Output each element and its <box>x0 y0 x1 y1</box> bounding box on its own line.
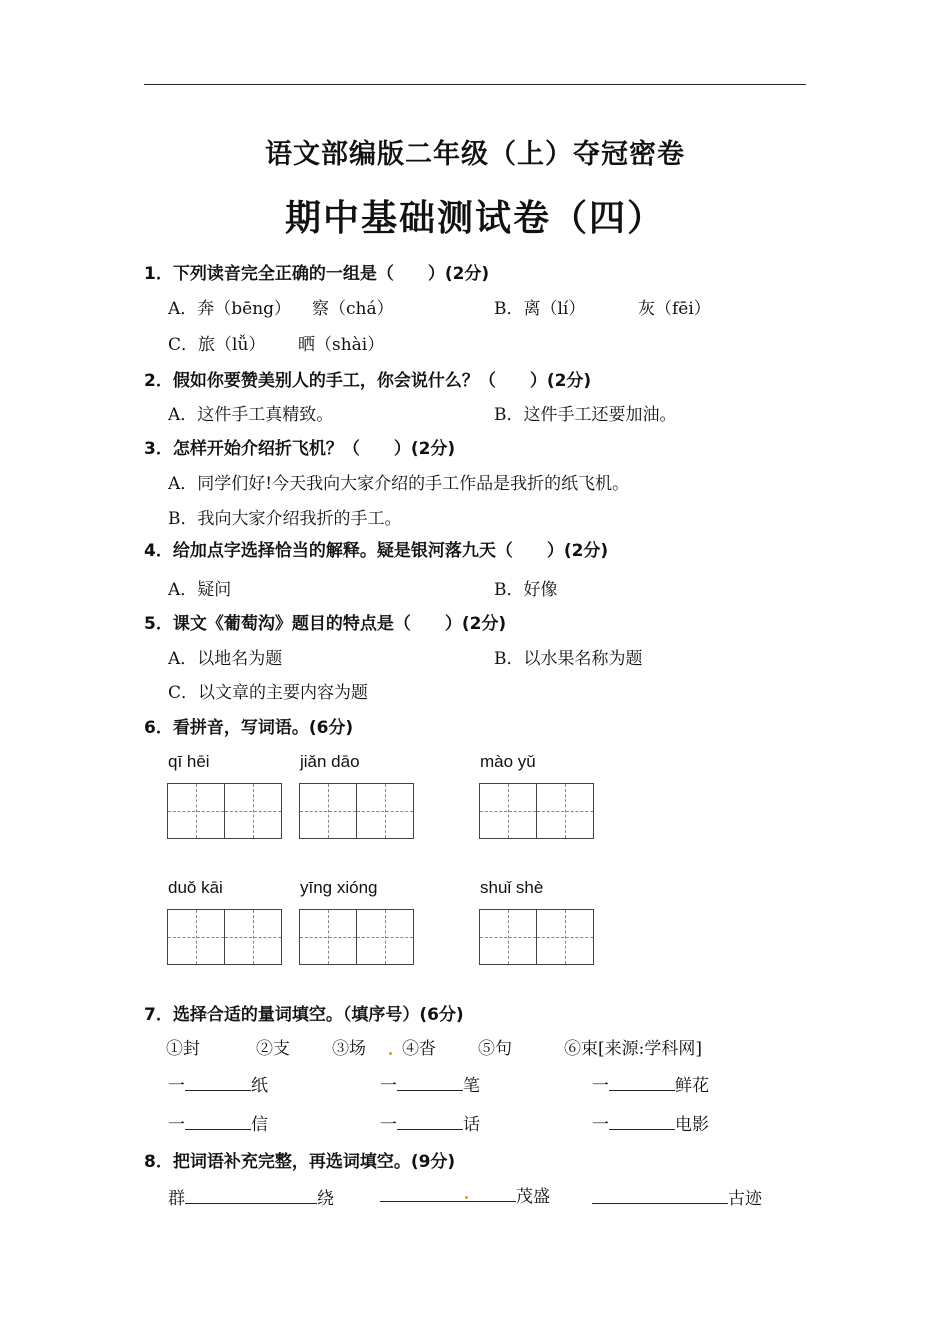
measure-word-choice: ⑤句 <box>478 1039 512 1059</box>
question-1: 1．下列读音完全正确的一组是（ ）(2分) <box>144 264 490 284</box>
q5-option-c: C．以文章的主要内容为题 <box>168 683 369 703</box>
exam-series-title: 语文部编版二年级（上）夺冠密卷 <box>265 139 685 170</box>
idiom-suffix: 茂盛 <box>516 1187 550 1207</box>
answer-blank[interactable] <box>609 1076 675 1091</box>
q4-option-b: B．好像 <box>494 580 558 600</box>
fill-noun: 笔 <box>463 1076 480 1096</box>
measure-word-choice: ③场 <box>332 1039 366 1059</box>
q2-option-a: A．这件手工真精致。 <box>168 405 334 425</box>
fill-noun: 电影 <box>675 1115 709 1135</box>
question-3: 3．怎样开始介绍折飞机？（ ）(2分) <box>144 439 456 459</box>
q1-option-b-2: 灰（fēi） <box>638 299 711 319</box>
q1-option-b-1: B．离（lí） <box>494 299 586 319</box>
fill-item <box>168 1110 268 1135</box>
q3-option-b: B．我向大家介绍我折的手工。 <box>168 509 402 529</box>
q3-option-a: A．同学们好!今天我向大家介绍的手工作品是我折的纸飞机。 <box>168 474 630 494</box>
answer-blank[interactable] <box>397 1076 463 1091</box>
top-rule <box>144 84 806 85</box>
pinyin-label: qī hēi <box>168 752 210 771</box>
question-4: 4．给加点字选择恰当的解释。疑是银河落九天（ ）(2分) <box>144 541 609 561</box>
writing-grid[interactable] <box>299 909 413 965</box>
fill-noun: 鲜花 <box>675 1076 709 1096</box>
question-5: 5．课文《葡萄沟》题目的特点是（ ）(2分) <box>144 614 507 634</box>
idiom-item <box>592 1184 762 1209</box>
fill-item <box>380 1110 480 1135</box>
writing-cell[interactable] <box>479 783 537 839</box>
writing-cell[interactable] <box>299 783 357 839</box>
fill-prefix: 一 <box>380 1076 397 1096</box>
pinyin-label: jiǎn dāo <box>300 752 360 771</box>
q1-option-a-2: 察（chá） <box>312 299 394 319</box>
question-2: 2．假如你要赞美别人的手工，你会说什么？（ ）(2分) <box>144 371 592 391</box>
fill-item <box>380 1071 480 1096</box>
question-6: 6．看拼音，写词语。(6分) <box>144 718 354 738</box>
q5-option-b: B．以水果名称为题 <box>494 649 643 669</box>
writing-grid[interactable] <box>167 909 281 965</box>
writing-cell[interactable] <box>167 909 225 965</box>
answer-blank[interactable] <box>609 1115 675 1130</box>
question-8: 8．把词语补充完整，再选词填空。(9分) <box>144 1152 456 1172</box>
writing-grid[interactable] <box>167 783 281 839</box>
writing-cell[interactable] <box>536 909 594 965</box>
writing-cell[interactable] <box>356 909 414 965</box>
q2-option-b: B．这件手工还要加油。 <box>494 405 677 425</box>
pinyin-label: mào yǔ <box>480 752 536 771</box>
answer-blank[interactable] <box>380 1187 516 1202</box>
writing-cell[interactable] <box>224 909 282 965</box>
writing-cell[interactable] <box>224 783 282 839</box>
idiom-item <box>168 1184 334 1209</box>
fill-item <box>592 1110 709 1135</box>
fill-prefix: 一 <box>168 1076 185 1096</box>
q1-option-c-2: 晒（shài） <box>298 335 385 355</box>
fill-item <box>592 1071 709 1096</box>
measure-word-choice: ⑥束[来源:学科网] <box>564 1039 702 1059</box>
exam-title: 期中基础测试卷（四） <box>284 198 665 239</box>
writing-cell[interactable] <box>479 909 537 965</box>
fill-prefix: 一 <box>592 1115 609 1135</box>
fill-item <box>168 1071 268 1096</box>
mark-dot <box>389 1052 392 1055</box>
idiom-suffix: 绕 <box>317 1189 334 1209</box>
writing-grid[interactable] <box>479 783 593 839</box>
writing-cell[interactable] <box>356 783 414 839</box>
mark-dot <box>465 1196 468 1199</box>
fill-prefix: 一 <box>168 1115 185 1135</box>
writing-grid[interactable] <box>299 783 413 839</box>
writing-cell[interactable] <box>299 909 357 965</box>
measure-word-choice: ④沓 <box>402 1039 436 1059</box>
idiom-prefix: 群 <box>168 1189 185 1209</box>
fill-prefix: 一 <box>380 1115 397 1135</box>
answer-blank[interactable] <box>185 1189 317 1204</box>
fill-noun: 话 <box>463 1115 480 1135</box>
idiom-item <box>380 1182 550 1207</box>
question-7: 7．选择合适的量词填空。（填序号）(6分) <box>144 1005 464 1025</box>
answer-blank[interactable] <box>397 1115 463 1130</box>
q1-option-a-1: A．奔（bēng） <box>168 299 292 319</box>
fill-prefix: 一 <box>592 1076 609 1096</box>
pinyin-label: shuǐ shè <box>480 878 544 897</box>
pinyin-label: duǒ kāi <box>168 878 223 897</box>
q4-option-a: A．疑问 <box>168 580 232 600</box>
answer-blank[interactable] <box>592 1189 728 1204</box>
q5-option-a: A．以地名为题 <box>168 649 283 669</box>
answer-blank[interactable] <box>185 1076 251 1091</box>
writing-cell[interactable] <box>167 783 225 839</box>
measure-word-choice: ①封 <box>166 1039 200 1059</box>
measure-word-choice: ②支 <box>256 1039 290 1059</box>
pinyin-label: yīng xióng <box>300 878 378 897</box>
fill-noun: 纸 <box>251 1076 268 1096</box>
answer-blank[interactable] <box>185 1115 251 1130</box>
writing-grid[interactable] <box>479 909 593 965</box>
writing-cell[interactable] <box>536 783 594 839</box>
fill-noun: 信 <box>251 1115 268 1135</box>
idiom-suffix: 古迹 <box>728 1189 762 1209</box>
q1-option-c-1: C．旅（lǚ） <box>168 335 266 355</box>
